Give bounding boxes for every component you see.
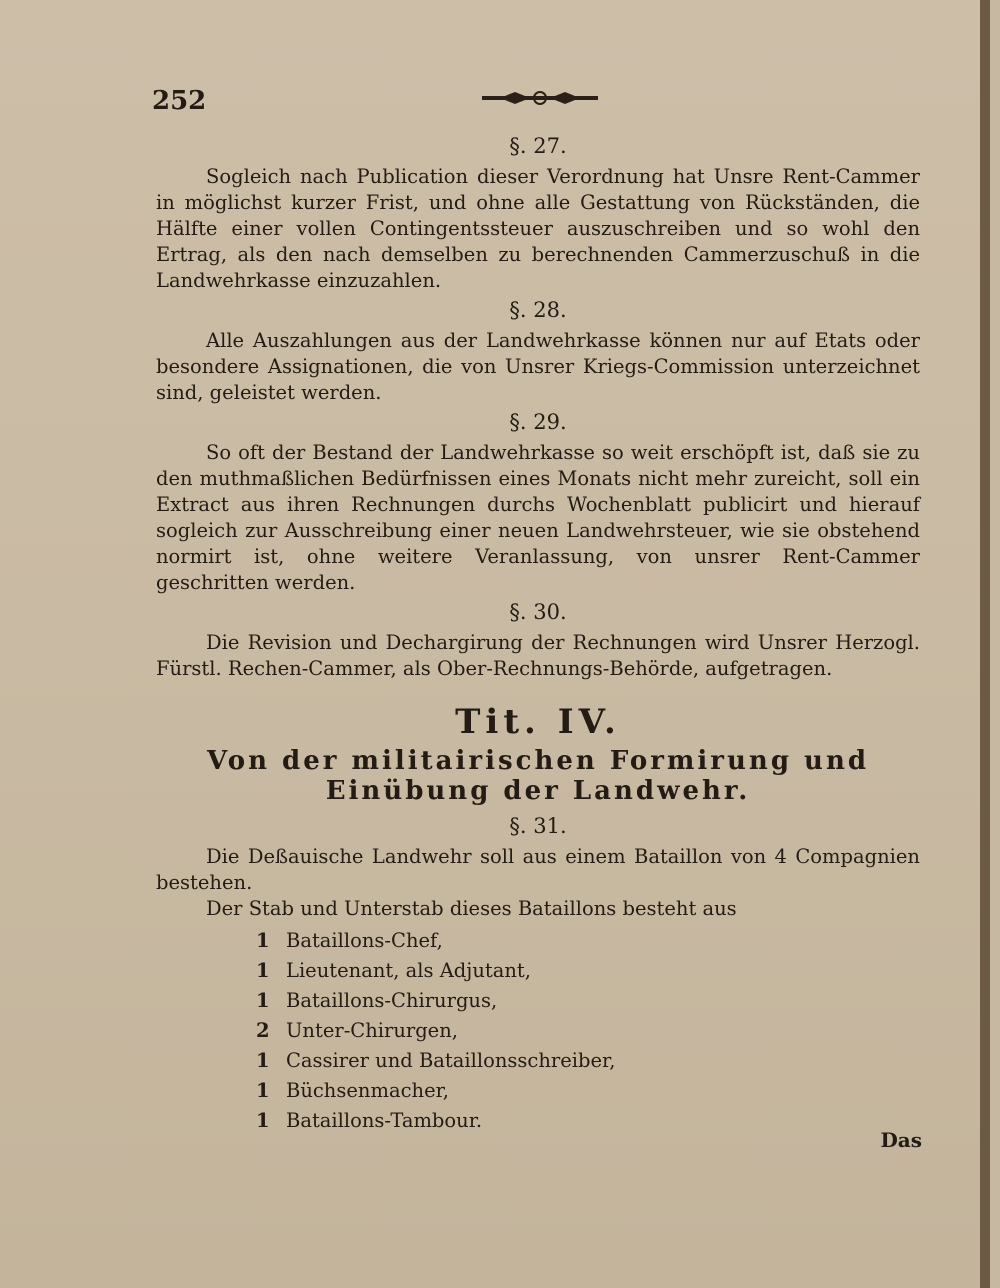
staff-item	[256, 986, 920, 1016]
staff-role: Lieutenant, als Adjutant,	[286, 959, 531, 982]
paragraph-30: Die Revision und Dechargirung der Rechnungen wird Unsrer Herzogl. Fürstl. Rechen-Cammer, als Ober-Rechnungs-Behörde, aufgetragen.	[156, 631, 920, 680]
section-heading-29: §. 29.	[509, 410, 567, 434]
staff-item	[256, 1046, 920, 1076]
section-heading-27: §. 27.	[509, 134, 567, 158]
paragraph-28: Alle Auszahlungen aus der Landwehrkasse können nur auf Etats oder besondere Assignationen, die von Unsrer Kriegs-Commission unterzeichnet sind, geleistet werden.	[156, 329, 920, 404]
staff-item	[256, 1016, 920, 1046]
staff-item	[256, 1106, 920, 1136]
paragraph-31: Die Deßauische Landwehr soll aus einem Bataillon von 4 Compagnien bestehen.	[156, 845, 920, 894]
page-body	[156, 130, 920, 1136]
section-heading-28: §. 28.	[509, 298, 567, 322]
staff-count: 1	[256, 1049, 270, 1072]
staff-count: 1	[256, 959, 270, 982]
staff-role: Büchsenmacher,	[286, 1079, 449, 1102]
staff-role: Bataillons-Tambour.	[286, 1109, 483, 1132]
catchword: Das	[880, 1128, 922, 1152]
staff-count: 1	[256, 989, 270, 1012]
paragraph-29: So oft der Bestand der Landwehrkasse so weit erschöpft ist, daß sie zu den muthmaßlichen Bedürfnissen eines Monats nicht mehr zureicht, soll ein Extract aus ihren Rechnungen durchs Wochenblatt publicirt und hierauf sogleich zur Ausschreibung einer neuen Landwehrsteuer, wie sie obstehend normirt ist, ohne weitere Veranlassung, von unsrer Rent-Cammer geschritten werden.	[156, 441, 920, 594]
section-heading-30: §. 30.	[509, 600, 567, 624]
staff-count: 2	[256, 1019, 270, 1042]
title-label: Tit. IV.	[455, 702, 621, 742]
page-header	[150, 78, 920, 118]
title-subtitle: Von der militairischen Formirung und Einübung der Landwehr.	[206, 746, 870, 806]
section-heading-31: §. 31.	[509, 814, 567, 838]
staff-count: 1	[256, 1079, 270, 1102]
header-ornament-icon	[480, 90, 600, 106]
page-edge	[980, 0, 990, 1288]
staff-role: Unter-Chirurgen,	[286, 1019, 458, 1042]
staff-count: 1	[256, 1109, 270, 1132]
staff-count: 1	[256, 929, 270, 952]
staff-item	[256, 1076, 920, 1106]
paragraph-27: Sogleich nach Publication dieser Verordnung hat Unsre Rent-Cammer in möglichst kurzer Frist, und ohne alle Gestattung von Rückständen, die Hälfte einer vollen Contingentssteuer auszuschreiben und so wohl den Ertrag, als den nach demselben zu berechnenden Cammerzuschuß in die Landwehrkasse einzuzahlen.	[156, 165, 920, 292]
staff-list	[256, 926, 920, 1136]
page-number: 252	[152, 86, 207, 116]
staff-intro: Der Stab und Unterstab dieses Bataillons besteht aus	[206, 897, 737, 920]
staff-item	[256, 956, 920, 986]
staff-role: Bataillons-Chirurgus,	[286, 989, 498, 1012]
staff-role: Cassirer und Bataillonsschreiber,	[286, 1049, 616, 1072]
staff-item	[256, 926, 920, 956]
staff-role: Bataillons-Chef,	[286, 929, 443, 952]
